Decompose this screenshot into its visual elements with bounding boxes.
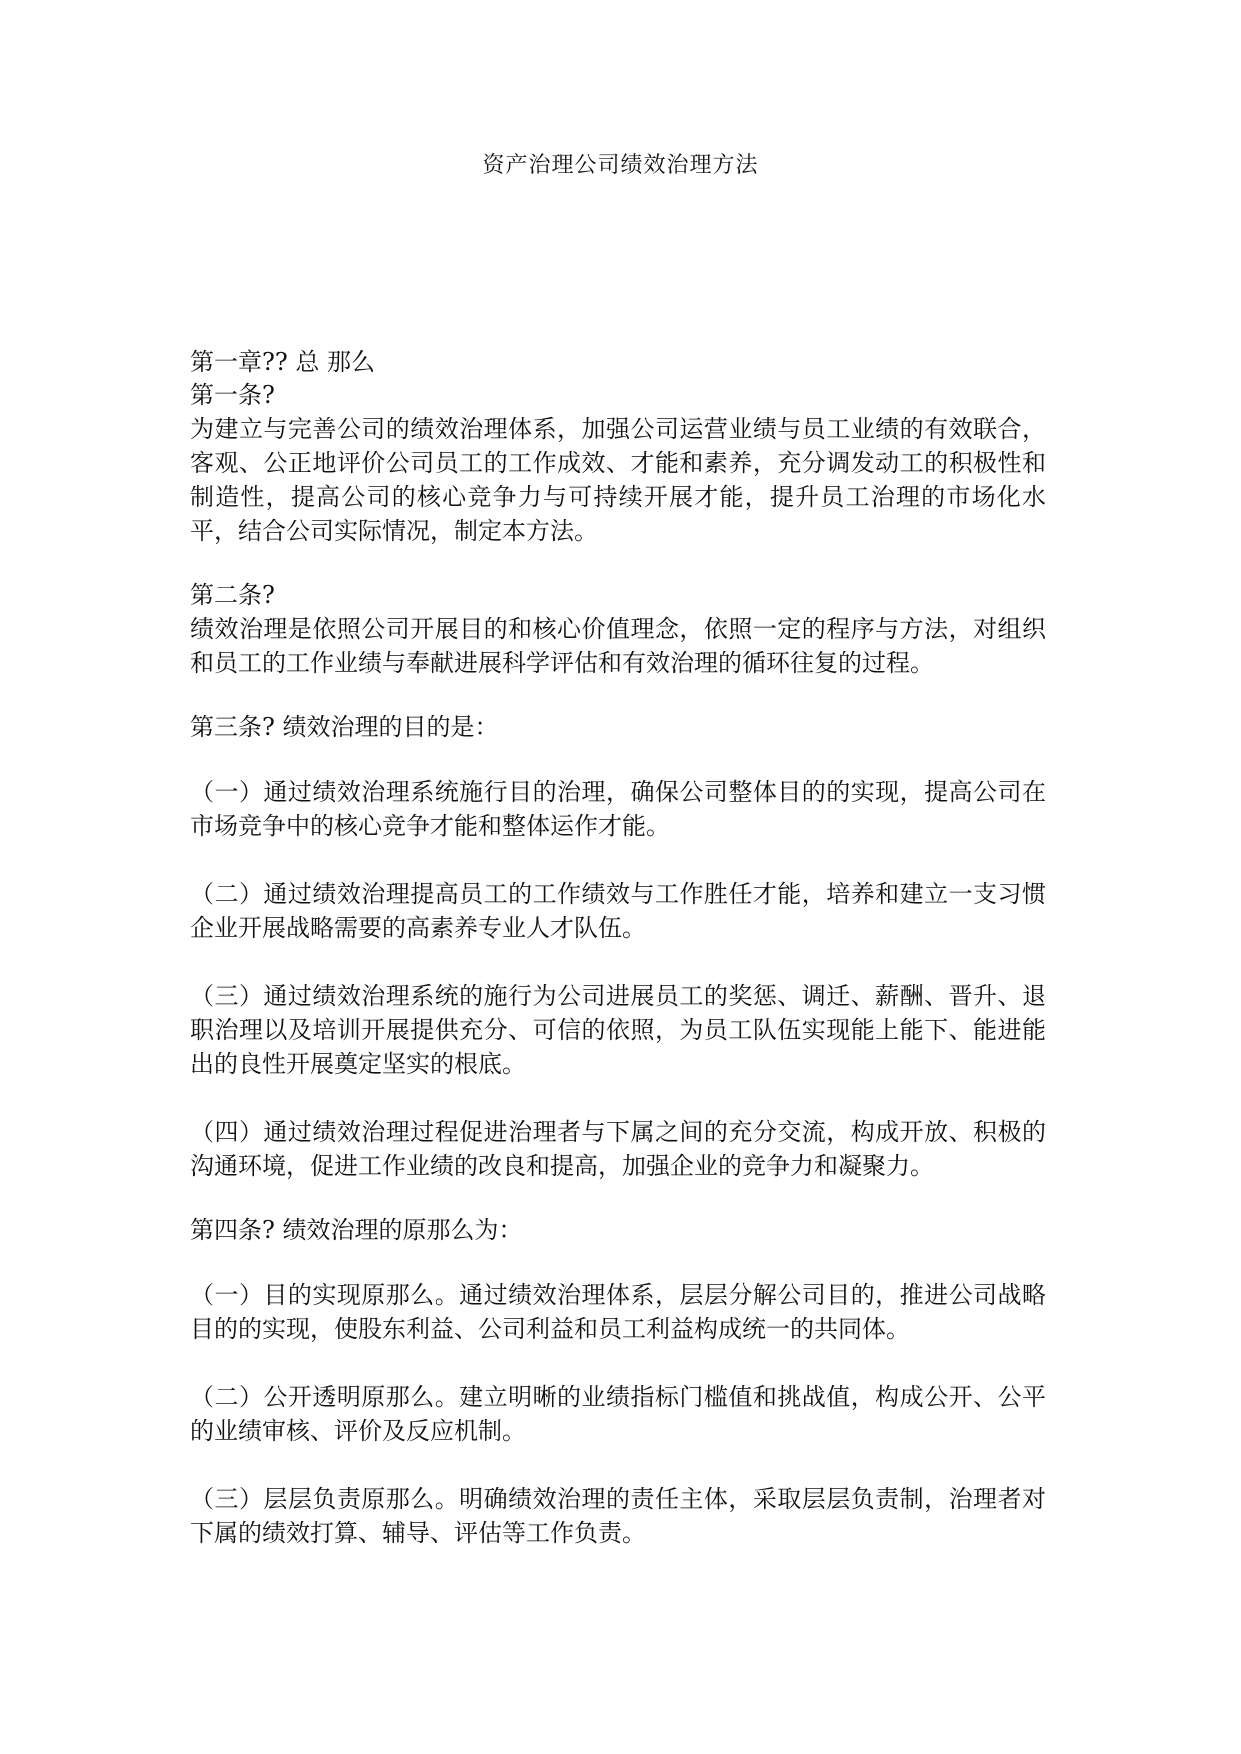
article-3-item-1: （一）通过绩效治理系统施行目的治理，确保公司整体目的的实现，提高公司在市场竞争中的核心竞争才能和整体运作才能。	[190, 778, 1046, 840]
article-3-item-2: （二）通过绩效治理提高员工的工作绩效与工作胜任才能，培养和建立一支习惯企业开展战略需要的高素养专业人才队伍。	[190, 880, 1046, 942]
article-4-heading: 第四条? 绩效治理的原那么为：	[190, 1216, 523, 1244]
chapter-heading: 第一章?? 总 那么	[190, 348, 375, 376]
article-4-item-2: （二）公开透明原那么。建立明晰的业绩指标门槛值和挑战值，构成公开、公平的业绩审核、评价及反应机制。	[190, 1383, 1046, 1445]
article-4-item-1: （一）目的实现原那么。通过绩效治理体系，层层分解公司目的，推进公司战略目的的实现，使股东利益、公司利益和员工利益构成统一的共同体。	[190, 1281, 1046, 1343]
article-1-text: 为建立与完善公司的绩效治理体系，加强公司运营业绩与员工业绩的有效联合，客观、公正地评价公司员工的工作成效、才能和素养，充分调发动工的积极性和制造性，提高公司的核心竞争力与可持续开展才能，提升员工治理的市场化水平，结合公司实际情况，制定本方法。	[190, 415, 1046, 545]
document-body	[190, 346, 1046, 1550]
article-2-heading: 第二条?	[190, 581, 275, 609]
article-3-heading: 第三条? 绩效治理的目的是：	[190, 713, 499, 741]
article-1-heading: 第一条?	[190, 381, 275, 409]
document-title: 资产治理公司绩效治理方法	[482, 153, 759, 178]
article-3-item-3: （三）通过绩效治理系统的施行为公司进展员工的奖惩、调迁、薪酬、晋升、退职治理以及培训开展提供充分、可信的依照，为员工队伍实现能上能下、能进能出的良性开展奠定坚实的根底。	[190, 982, 1046, 1078]
article-2-text: 绩效治理是依照公司开展目的和核心价值理念，依照一定的程序与方法，对组织和员工的工作业绩与奉献进展科学评估和有效治理的循环往复的过程。	[190, 615, 1046, 677]
article-4-item-3: （三）层层负责原那么。明确绩效治理的责任主体，采取层层负责制，治理者对下属的绩效打算、辅导、评估等工作负责。	[190, 1485, 1046, 1547]
article-3-item-4: （四）通过绩效治理过程促进治理者与下属之间的充分交流，构成开放、积极的沟通环境，促进工作业绩的改良和提高，加强企业的竞争力和凝聚力。	[190, 1118, 1046, 1180]
